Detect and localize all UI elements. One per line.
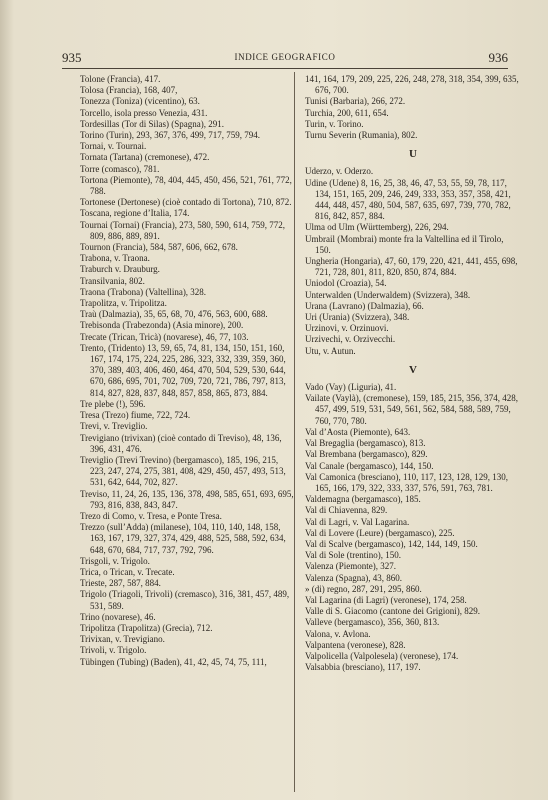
index-entry: Val Canale (bergamasco), 144, 150. <box>305 460 434 471</box>
index-entry: Trica, o Trican, v. Trecate. <box>80 566 175 577</box>
index-entry: Tornai, v. Tournai. <box>80 141 147 152</box>
index-entry: Val di Scalve (bergamasco), 142, 144, 149, 150. <box>305 538 478 549</box>
page-number-left: 935 <box>62 50 82 65</box>
index-entry: Trezo di Como, v. Tresa, e Ponte Tresa. <box>80 510 222 521</box>
index-entry: Val Camonica (bresciano), 110, 117, 123, 128, 129, 130, 165, 166, 179, 322, 333, 337, 576, 591, 763, 781. <box>305 471 509 493</box>
index-entry: Ulma od Ulm (Württemberg), 226, 294. <box>305 222 449 233</box>
index-entry: Val di Sole (trentino), 150. <box>305 550 401 561</box>
index-entry: Valenza (Piemonte), 327. <box>305 561 396 572</box>
left-column <box>80 74 296 668</box>
right-column <box>305 74 521 673</box>
index-entry: Tortonese (Dertonese) (cioè contado di Tortona), 710, 872. <box>80 197 292 208</box>
index-entry: Valle di S. Giacomo (cantone dei Grigioni), 829. <box>305 606 480 617</box>
column-divider <box>294 72 295 792</box>
running-title: INDICE GEOGRAFICO <box>234 52 336 62</box>
index-entry: Trecate (Trican, Tricà) (novarese), 46, 77, 103. <box>80 331 249 342</box>
index-entry: Uderzo, v. Oderzo. <box>305 166 374 177</box>
index-entry: Udine (Udene) 8, 16, 25, 38, 46, 47, 53, 55, 59, 78, 117, 134, 151, 165, 209, 246, 249, 333, 353, 357, 358, 421, 444, 448, 457, 480, 504, 587, 635, 697, 739, 770, 782, 816, 842, 857, 884. <box>305 177 511 222</box>
u-entries <box>305 166 521 356</box>
index-entry: Tolone (Francia), 417. <box>80 74 161 84</box>
index-entry: Valleve (bergamasco), 356, 360, 813. <box>305 617 440 628</box>
index-entry: Val d’Aosta (Piemonte), 643. <box>305 426 411 437</box>
index-entry: Trebisonda (Trabezonda) (Asia minore), 200. <box>80 320 244 331</box>
index-entry: Turin, v. Torino. <box>305 118 364 129</box>
index-entry: Treviglio (Trevi Trevino) (bergamasco), 185, 196, 215, 223, 247, 274, 275, 381, 408, 429, 450, 457, 493, 513, 531, 642, 644, 702, 827. <box>80 454 286 488</box>
index-entry: Tornata (Tartana) (cremonese), 472. <box>80 152 210 163</box>
index-entry: Traona (Trabona) (Valtellina), 328. <box>80 286 207 297</box>
index-entry: Utu, v. Autun. <box>305 345 356 356</box>
index-entry: Traburch v. Drauburg. <box>80 264 160 275</box>
index-entry: Uri (Urania) (Svizzera), 348. <box>305 312 410 323</box>
index-entry: Ungheria (Hongaria), 47, 60, 179, 220, 421, 441, 455, 698, 721, 728, 801, 811, 820, 850, 874, 884. <box>305 256 518 278</box>
index-entry: Tunisi (Barbaria), 266, 272. <box>305 96 406 107</box>
index-entry: Tournai (Tornai) (Francia), 273, 580, 590, 614, 759, 772, 809, 886, 889, 891. <box>80 219 285 241</box>
index-entry: 141, 164, 179, 209, 225, 226, 248, 278, 318, 354, 399, 635, 676, 700. <box>305 74 519 96</box>
index-entry: Treviso, 11, 24, 26, 135, 136, 378, 498, 585, 651, 693, 695, 793, 816, 838, 843, 847. <box>80 488 294 510</box>
index-entry: Tortona (Piemonte), 78, 404, 445, 450, 456, 521, 761, 772, 788. <box>80 174 292 197</box>
index-entry: Val Brembana (bergamasco), 829. <box>305 449 428 460</box>
index-entry: Toscana, regione d’Italia, 174. <box>80 208 190 219</box>
index-entry: Tre plebe (!), 596. <box>80 398 146 409</box>
index-entry: Trieste, 287, 587, 884. <box>80 578 161 589</box>
index-entry: Vailate (Vaylà), (cremonese), 159, 185, 215, 356, 374, 428, 457, 499, 519, 531, 549, 561, 562, 584, 588, 589, 759, 760, 770, 780. <box>305 393 518 426</box>
index-entry: Valona, v. Avlona. <box>305 628 371 639</box>
index-entry: » (di) regno, 287, 291, 295, 860. <box>305 583 422 594</box>
index-entry: Vado (Vay) (Liguria), 41. <box>305 382 397 393</box>
index-entry: Val di Lovere (Leure) (bergamasco), 225. <box>305 527 455 538</box>
index-entry: Trento, (Tridento) 13, 59, 65, 74, 81, 134, 150, 151, 160, 167, 174, 175, 224, 225, 286, 323, 332, 339, 359, 360, 370, 389, 403, 406, 460, 464, 470, 504, 529, 530, 644, 670, 686, 695, 701, 702, 709, 720, 721, 786, 797, 813, 814, 827, 828, 837, 848, 857, 858, 865, 873, 884. <box>80 342 286 398</box>
index-entry: Trivoli, v. Trigolo. <box>80 645 147 656</box>
index-entry: Valenza (Spagna), 43, 860. <box>305 572 402 583</box>
index-entry: Torino (Turin), 293, 367, 376, 499, 717, 759, 794. <box>80 130 261 141</box>
section-letter-u: U <box>409 148 417 161</box>
header-rule <box>62 68 508 69</box>
index-entry: Tripolitza (Trapolitza) (Grecia), 712. <box>80 622 213 633</box>
index-entry: Torcello, isola presso Venezia, 431. <box>80 107 208 118</box>
index-entry: Trigolo (Triagoli, Trivoli) (cremasco), 316, 381, 457, 489, 531, 589. <box>80 589 290 611</box>
index-entry: Val Bregaglia (bergamasco), 813. <box>305 438 426 449</box>
index-entry: Trevigiano (trivixan) (cioè contado di Treviso), 48, 136, 396, 431, 476. <box>80 432 282 454</box>
index-entry: Valdemagna (bergamasco), 185. <box>305 494 421 505</box>
index-entry: Torre (comasco), 781. <box>80 163 160 174</box>
index-entry: Val Lagarina (di Lagri) (veronese), 174, 258. <box>305 594 467 605</box>
section-letter-v: V <box>409 363 417 376</box>
index-entry: Valpolicella (Valpolesela) (veronese), 174. <box>305 650 459 661</box>
index-entry: Tournon (Francia), 584, 587, 606, 662, 678. <box>80 242 238 253</box>
index-entry: Unterwalden (Underwaldem) (Svizzera), 348. <box>305 289 471 300</box>
index-entry: Trabona, v. Traona. <box>80 253 150 264</box>
index-entry: Trivixan, v. Trevigiano. <box>80 634 165 645</box>
index-entry: Turnu Severin (Rumania), 802. <box>305 130 418 141</box>
page-number-right: 936 <box>488 50 508 65</box>
index-entry: Tübingen (Tubing) (Baden), 41, 42, 45, 74, 75, 111, <box>80 656 267 667</box>
index-entry: Tolosa (Francia), 168, 407, <box>80 85 178 96</box>
index-entry: Trevi, v. Treviglio. <box>80 421 148 432</box>
index-entry: Urzivechi, v. Orzivecchi. <box>305 334 396 345</box>
index-entry: Uniodol (Croazia), 54. <box>305 278 387 289</box>
index-entry: Transilvania, 802. <box>80 275 145 286</box>
v-entries <box>305 382 521 673</box>
index-entry: Trisgoli, v. Trigolo. <box>80 555 150 566</box>
index-entry: Turchia, 200, 611, 654. <box>305 107 389 118</box>
index-entry: Trino (novarese), 46. <box>80 611 156 622</box>
right-top-entries <box>305 74 521 141</box>
index-entry: Trapolitza, v. Tripolitza. <box>80 298 167 309</box>
page-header <box>62 50 508 66</box>
index-entry: Tresa (Trezo) fiume, 722, 724. <box>80 410 191 421</box>
index-entry: Val di Lagri, v. Val Lagarina. <box>305 516 410 527</box>
index-entry: Trezzo (sull’Adda) (milanese), 104, 110, 140, 148, 158, 163, 167, 179, 327, 374, 429, 488, 525, 588, 592, 634, 648, 670, 684, 717, 737, 792, 796. <box>80 522 286 555</box>
index-entry: Urana (Lavrano) (Dalmazia), 66. <box>305 300 424 311</box>
index-entry: Traù (Dalmazia), 35, 65, 68, 70, 476, 563, 600, 688. <box>80 309 268 320</box>
index-entry: Val di Chiavenna, 829. <box>305 505 388 516</box>
index-entry: Tonezza (Toniza) (vicentino), 63. <box>80 96 200 107</box>
index-entry: Valpantena (veronese), 828. <box>305 639 406 650</box>
index-entry: Tordesillas (Tor di Silas) (Spagna), 291. <box>80 118 224 129</box>
index-entry: Valsabbia (bresciano), 117, 197. <box>305 662 421 673</box>
index-entry: Urzinovi, v. Orzinuovi. <box>305 323 389 334</box>
index-entry: Umbrail (Mombrai) monte fra la Valtellina ed il Tirolo, 150. <box>305 233 504 255</box>
